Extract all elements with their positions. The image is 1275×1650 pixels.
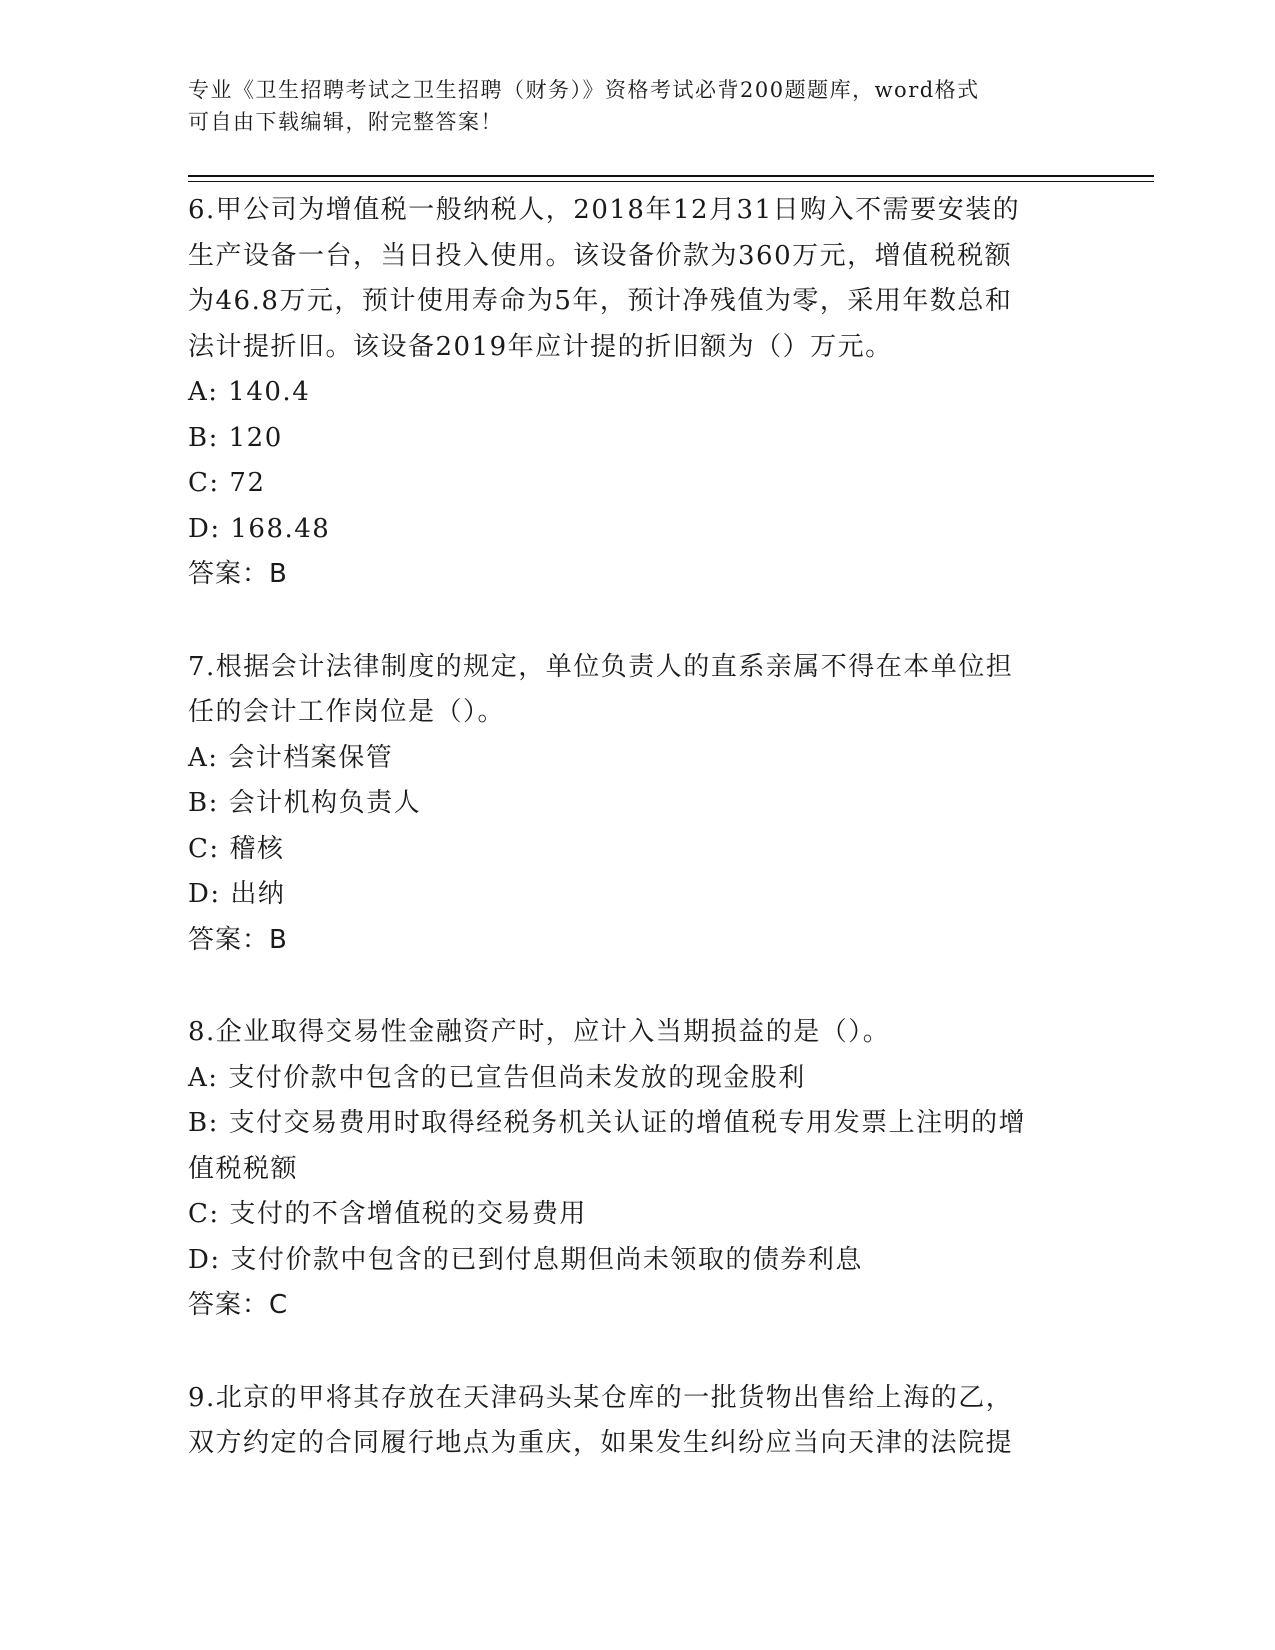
question-stem-line: 8.企业取得交易性金融资产时，应计入当期损益的是（）。 [188, 1017, 891, 1047]
answer: 答案：C [188, 1290, 289, 1320]
answer: 答案：B [188, 559, 288, 589]
option-b: B: 支付交易费用时取得经税务机关认证的增值税专用发票上注明的增 [188, 1108, 1027, 1138]
question-stem-line: 任的会计工作岗位是（）。 [188, 697, 506, 727]
option-d: D: 168.48 [188, 513, 331, 544]
option-b: B: 会计机构负责人 [188, 788, 422, 818]
option-a: A: 支付价款中包含的已宣告但尚未发放的现金股利 [188, 1062, 806, 1093]
option-d: D: 出纳 [188, 879, 286, 909]
question-stem-line: 双方约定的合同履行地点为重庆，如果发生纠纷应当向天津的法院提 [188, 1428, 1014, 1458]
question-6 [188, 188, 1078, 598]
question-stem-line: 7.根据会计法律制度的规定，单位负责人的直系亲属不得在本单位担 [188, 651, 1014, 682]
header-line: 可自由下载编辑，附完整答案！ [188, 110, 503, 134]
option-c: C: 稽核 [188, 833, 285, 864]
question-stem-line: 法计提折旧。该设备2019年应计提的折旧额为（）万元。 [188, 331, 893, 362]
document-header [188, 74, 1068, 138]
option-d: D: 支付价款中包含的已到付息期但尚未领取的债券利息 [188, 1244, 863, 1275]
option-b: B: 120 [188, 422, 283, 453]
question-stem-line: 9.北京的甲将其存放在天津码头某仓库的一批货物出售给上海的乙， [188, 1382, 1014, 1413]
question-9 [188, 1376, 1078, 1467]
option-a: A: 会计档案保管 [188, 742, 394, 773]
question-7 [188, 645, 1078, 964]
option-c: C: 支付的不含增值税的交易费用 [188, 1199, 587, 1229]
answer: 答案：B [188, 924, 288, 955]
header-divider-thin [188, 181, 1154, 182]
question-stem-line: 为46.8万元，预计使用寿命为5年，预计净残值为零，采用年数总和 [188, 286, 1013, 316]
option-c: C: 72 [188, 468, 266, 498]
header-divider-thick [188, 175, 1154, 177]
header-line: 专业《卫生招聘考试之卫生招聘（财务）》资格考试必背200题题库，word格式 [188, 78, 980, 102]
option-b-continued: 值税税额 [188, 1153, 299, 1184]
question-list [188, 188, 1078, 1467]
question-8 [188, 1010, 1078, 1329]
question-stem-line: 6.甲公司为增值税一般纳税人，2018年12月31日购入不需要安装的 [188, 195, 1021, 225]
question-stem-line: 生产设备一台，当日投入使用。该设备价款为360万元，增值税税额 [188, 240, 1013, 271]
option-a: A: 140.4 [188, 377, 311, 407]
